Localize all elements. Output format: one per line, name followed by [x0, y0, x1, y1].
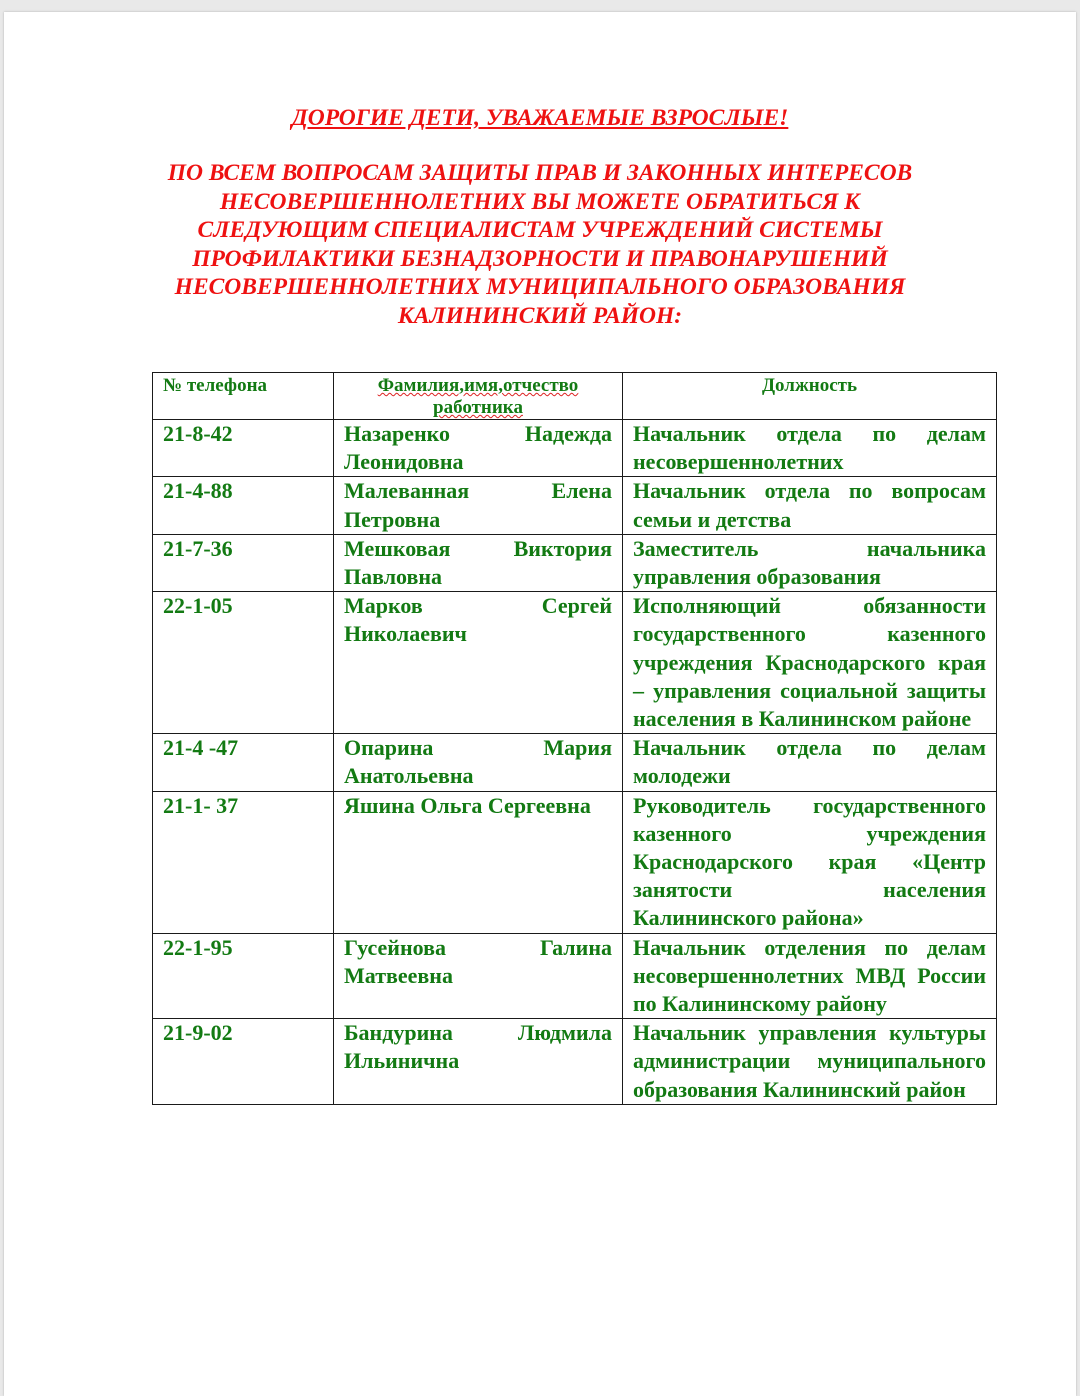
- position-cell: Начальник отдела по делам молодежи: [623, 734, 997, 791]
- intro-line: КАЛИНИНСКИЙ РАЙОН:: [397, 302, 683, 329]
- table-row: [153, 1019, 997, 1105]
- phone-cell: 21-7-36: [153, 534, 334, 591]
- column-header-phone: № телефона: [153, 373, 334, 420]
- phone-cell: 21-4 -47: [153, 734, 334, 791]
- column-header-position: Должность: [623, 373, 997, 420]
- intro-line: ПРОФИЛАКТИКИ БЕЗНАДЗОРНОСТИ И ПРАВОНАРУШЕНИЙ: [192, 245, 888, 272]
- phone-cell: 21-1- 37: [153, 791, 334, 933]
- column-header-name-text: Фамилия,имя,отчество работника: [377, 375, 579, 418]
- position-cell: Начальник отдела по делам несовершеннолетних: [623, 420, 997, 477]
- position-cell: Начальник управления культуры администрации муниципального образования Калининский район: [623, 1019, 997, 1105]
- table-row: [153, 534, 997, 591]
- phone-cell: 22-1-95: [153, 933, 334, 1019]
- table-row: [153, 420, 997, 477]
- position-cell: Начальник отдела по вопросам семьи и детства: [623, 477, 997, 534]
- position-cell: Исполняющий обязанности государственного казенного учреждения Краснодарского края – управления социальной защиты населения в Калининском районе: [623, 592, 997, 734]
- position-cell: Руководитель государственного казенного учреждения Краснодарского края «Центр занятости населения Калининского района»: [623, 791, 997, 933]
- name-cell: Малеванная Елена Петровна: [334, 477, 623, 534]
- phone-cell: 21-9-02: [153, 1019, 334, 1105]
- table-row: [153, 477, 997, 534]
- table-row: [153, 592, 997, 734]
- name-cell: Бандурина Людмила Ильинична: [334, 1019, 623, 1105]
- intro-line: НЕСОВЕРШЕННОЛЕТНИХ МУНИЦИПАЛЬНОГО ОБРАЗОВАНИЯ: [174, 274, 906, 301]
- intro-line: ПО ВСЕМ ВОПРОСАМ ЗАЩИТЫ ПРАВ И ЗАКОННЫХ ИНТЕРЕСОВ: [167, 160, 913, 186]
- intro-text: [4, 159, 1076, 331]
- intro-line: СЛЕДУЮЩИМ СПЕЦИАЛИСТАМ УЧРЕЖДЕНИЙ СИСТЕМЫ: [197, 217, 883, 244]
- name-cell: Назаренко Надежда Леонидовна: [334, 420, 623, 477]
- table-row: [153, 734, 997, 791]
- position-cell: Начальник отделения по делам несовершеннолетних МВД России по Калининскому району: [623, 933, 997, 1019]
- name-cell: Яшина Ольга Сергеевна: [334, 791, 623, 933]
- intro-line: НЕСОВЕРШЕННОЛЕТНИХ ВЫ МОЖЕТЕ ОБРАТИТЬСЯ К: [219, 188, 861, 215]
- name-cell: Марков Сергей Николаевич: [334, 592, 623, 734]
- table-header-row: [153, 373, 997, 420]
- name-cell: Мешковая Виктория Павловна: [334, 534, 623, 591]
- column-header-name: [334, 373, 623, 420]
- table-row: [153, 933, 997, 1019]
- contacts-table: [152, 372, 997, 1105]
- table-row: [153, 791, 997, 933]
- phone-cell: 21-8-42: [153, 420, 334, 477]
- page-title: ДОРОГИЕ ДЕТИ, УВАЖАЕМЫЕ ВЗРОСЛЫЕ!: [291, 105, 789, 131]
- phone-cell: 21-4-88: [153, 477, 334, 534]
- name-cell: Гусейнова Галина Матвеевна: [334, 933, 623, 1019]
- position-cell: Заместитель начальника управления образования: [623, 534, 997, 591]
- name-cell: Опарина Мария Анатольевна: [334, 734, 623, 791]
- phone-cell: 22-1-05: [153, 592, 334, 734]
